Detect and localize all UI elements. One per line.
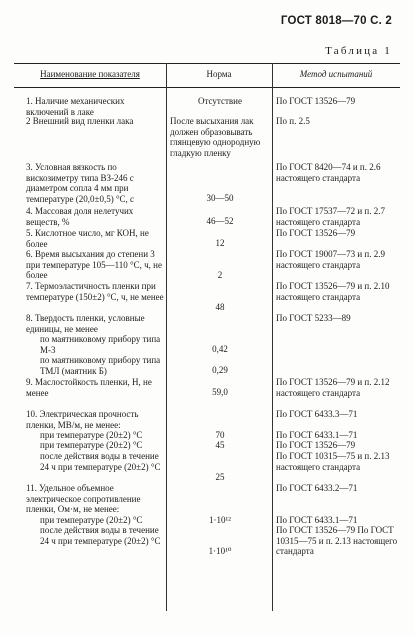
row-norm-value: 30—50 — [206, 193, 234, 203]
row-test-method: По ГОСТ 6433.2—71 — [276, 483, 358, 493]
row-indicator-name: 4. Массовая доля нелетучих веществ, % — [26, 206, 134, 227]
row-test-method: По ГОСТ 6433.1—71 — [276, 515, 358, 525]
column-header-name: Наименование показателя — [40, 69, 140, 79]
row-test-method: По ГОСТ 17537—72 и п. 2.7 настоящего стандарта — [276, 206, 385, 227]
row-norm-value: 25 — [215, 472, 225, 482]
table-row — [0, 162, 414, 206]
column-header-norm: Норма — [206, 69, 232, 79]
table-row — [0, 249, 414, 281]
row-norm-value: 1·10¹² — [209, 515, 231, 525]
table-row — [0, 116, 414, 162]
row-norm-value: 46—52 — [206, 216, 234, 226]
row-indicator-name: 8. Твердость пленки, условные единицы, не менее — [26, 313, 145, 334]
row-indicator-name: по маятниковому прибору типа М-3 — [40, 334, 161, 355]
table-row — [0, 409, 414, 430]
row-indicator-name: после действия воды в течение 24 ч при температуре (20±2) °С — [40, 451, 161, 472]
row-indicator-name: 2 Внешний вид пленки лака — [26, 116, 134, 126]
row-test-method: По ГОСТ 13526—79 — [276, 96, 356, 106]
row-norm-value: После высыхания лак должен образовывать глянцевую однородную гладкую пленку — [170, 116, 261, 158]
row-indicator-name: 3. Условная вязкость по вискозиметру типа ВЗ-246 с диаметром сопла 4 мм при температуре (20,0±0,5) °С, с — [26, 162, 135, 204]
table-row — [0, 313, 414, 334]
table-row — [0, 355, 414, 377]
row-norm-value: 70 — [215, 430, 225, 440]
table-row — [0, 525, 414, 569]
row-test-method: По ГОСТ 8420—74 и п. 2.6 настоящего стандарта — [276, 162, 381, 183]
table-row — [0, 515, 414, 525]
table-row — [0, 334, 414, 355]
table-row — [0, 96, 414, 116]
row-norm-value: Отсутствие — [198, 96, 242, 106]
row-indicator-name: 6. Время высыхания до степени 3 при температуре 105—110 °С, ч, не более — [26, 249, 162, 280]
row-test-method: По ГОСТ 13526—79 По ГОСТ 10315—75 и п. 2.13 настоящего стандарта — [276, 525, 398, 556]
table-row — [0, 281, 414, 313]
row-norm-value: 12 — [215, 238, 225, 248]
row-indicator-name: при температуре (20±2) °С — [40, 430, 143, 440]
row-test-method: По ГОСТ 13526—79 и п. 2.12 настоящего стандарта — [276, 377, 390, 398]
row-norm-value: 48 — [215, 302, 225, 312]
row-indicator-name: после действия воды в течение 24 ч при температуре (20±2) °С — [40, 525, 161, 546]
row-norm-value: 0,29 — [212, 365, 228, 375]
row-norm-value: 45 — [215, 440, 225, 450]
row-test-method: По ГОСТ 6433.1—71 — [276, 430, 358, 440]
row-indicator-name: 5. Кислотное число, мг КОН, не более — [26, 228, 149, 249]
table-row — [0, 228, 414, 249]
table-top-rule — [14, 63, 400, 64]
row-norm-value: 59,0 — [212, 387, 228, 397]
row-norm-value: 0,42 — [212, 344, 228, 354]
row-norm-value: 1·10¹⁰ — [208, 546, 232, 556]
row-test-method: По п. 2.5 — [276, 116, 310, 126]
table-row — [0, 451, 414, 483]
row-indicator-name: 9. Маслостойкость пленки, Н, не менее — [26, 377, 152, 398]
table-title: Таблица 1 — [325, 45, 392, 57]
row-test-method: По ГОСТ 6433.3—71 — [276, 409, 358, 419]
table-row — [0, 440, 414, 451]
row-test-method: По ГОСТ 10315—75 и п. 2.13 настоящего стандарта — [276, 451, 390, 472]
row-test-method: По ГОСТ 5233—89 — [276, 313, 351, 323]
row-indicator-name: 11. Удельное объемное электрическое сопротивление пленки, Ом·м, не менее: — [26, 483, 141, 514]
row-test-method: По ГОСТ 13526—79 и п. 2.10 настоящего стандарта — [276, 281, 390, 302]
row-norm-value: 2 — [217, 270, 223, 280]
row-indicator-name: при температуре (20±2) °С — [40, 440, 143, 450]
row-indicator-name: по маятниковому прибору типа ТМЛ (маятник Б) — [40, 355, 161, 376]
row-test-method: По ГОСТ 13526—79 — [276, 228, 356, 238]
table-row — [0, 377, 414, 409]
row-indicator-name: 10. Электрическая прочность пленки, МВ/м, не менее: — [26, 409, 139, 430]
row-indicator-name: 7. Термоэластичность пленки при температуре (150±2) °С, ч, не менее — [26, 281, 164, 302]
row-indicator-name: при температуре (20±2) °С — [40, 515, 143, 525]
table-body — [0, 96, 414, 569]
row-test-method: По ГОСТ 13526—79 — [276, 440, 356, 450]
row-indicator-name: 1. Наличие механических включений в лаке — [26, 96, 125, 117]
column-header-method: Метод испытаний — [299, 69, 373, 79]
table-header-rule — [14, 87, 400, 88]
document-reference: ГОСТ 8018—70 С. 2 — [280, 15, 392, 27]
table-row — [0, 430, 414, 440]
row-test-method: По ГОСТ 19007—73 и п. 2.9 настоящего стандарта — [276, 249, 385, 270]
table-row — [0, 483, 414, 515]
table-row — [0, 206, 414, 228]
